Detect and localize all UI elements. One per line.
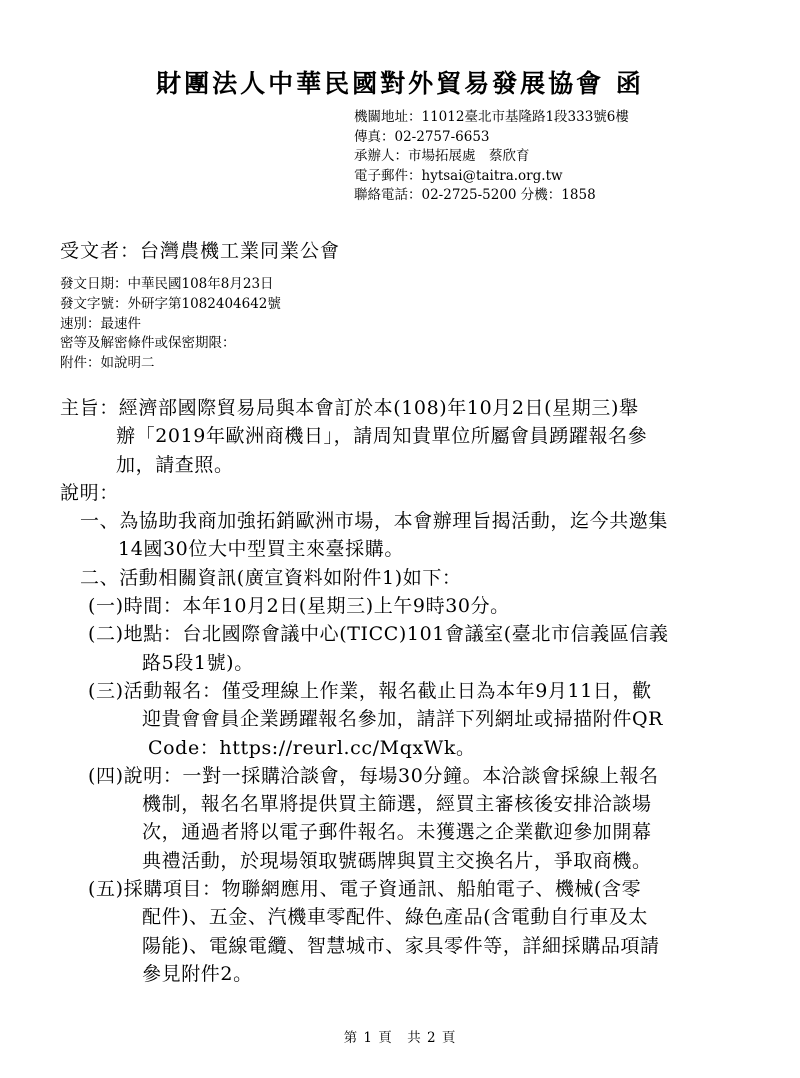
contact-address: 機關地址：11012臺北市基隆路1段333號6樓: [354, 109, 629, 125]
document-title: 財團法人中華民國對外貿易發展協會 函: [156, 69, 644, 98]
sub-item-line: (五)採購項目：物聯網應用、電子資通訊、船舶電子、機械(含零: [88, 878, 642, 901]
issue-date: 發文日期：中華民國108年8月23日: [60, 276, 274, 292]
subject-line: 加，請查照。: [116, 453, 234, 476]
sub-item-line: 配件)、五金、汽機車零配件、綠色產品(含電動自行車及太: [142, 906, 649, 929]
sub-item-line: 路5段1號)。: [142, 651, 254, 674]
contact-handler: 承辦人：市場拓展處 蔡欣育: [354, 148, 530, 164]
contact-info: [354, 108, 629, 206]
sub-item-line: (二)地點：台北國際會議中心(TICC)101會議室(臺北市信義區信義: [88, 623, 669, 646]
urgency: 速別：最速件: [60, 315, 141, 332]
contact-email: 電子郵件：hytsai@taitra.org.tw: [354, 167, 563, 184]
explanation-heading: 說明：: [60, 481, 119, 504]
sub-item-line: 陽能)、電線電纜、智慧城市、家具零件等，詳細採購品項請: [142, 934, 660, 957]
sub-item-line: 參見附件2。: [142, 962, 253, 985]
attachment: 附件：如說明二: [60, 355, 155, 372]
contact-phone: 聯絡電話：02-2725-5200 分機：1858: [354, 187, 596, 203]
sub-item-line: 次，通過者將以電子郵件報名。未獲選之企業歡迎參加開幕: [142, 821, 652, 844]
sub-item-line: (四)說明：一對一採購洽談會，每場30分鐘。本洽談會採線上報名: [88, 764, 659, 787]
document-body: [60, 394, 760, 988]
explanation-item-line: 二、活動相關資訊(廣宣資料如附件1)如下：: [80, 566, 462, 589]
confidentiality: 密等及解密條件或保密期限：: [60, 335, 236, 352]
explanation-item-line: 一、為協助我商加強拓銷歐洲市場，本會辦理旨揭活動，迄今共邀集: [80, 510, 669, 533]
sub-item-line: (一)時間：本年10月2日(星期三)上午9時30分。: [88, 595, 510, 618]
page-number: 第 1 頁 共 2 頁: [343, 1030, 457, 1046]
issue-number: 發文字號：外研字第1082404642號: [60, 295, 281, 312]
sub-item-line: 機制，報名名單將提供買主篩選，經買主審核後安排洽談場: [142, 793, 652, 816]
explanation-item-line: 14國30位大中型買主來臺採購。: [118, 538, 404, 561]
sub-item-line: Code：https://reurl.cc/MqxWk。: [148, 736, 476, 759]
sub-item-line: 典禮活動，於現場領取號碼牌與買主交換名片，爭取商機。: [142, 849, 652, 872]
sub-item-line: 迎貴會會員企業踴躍報名參加，請詳下列網址或掃描附件QR: [142, 708, 664, 731]
subject-line: 辦「2019年歐洲商機日」，請周知貴單位所屬會員踴躍報名參: [116, 425, 648, 448]
recipient: 受文者：台灣農機工業同業公會: [60, 240, 341, 262]
subject-line: 主旨：經濟部國際貿易局與本會訂於本(108)年10月2日(星期三)舉: [60, 397, 639, 419]
document-meta: [60, 275, 281, 374]
sub-item-line: (三)活動報名：僅受理線上作業，報名截止日為本年9月11日，歡: [88, 679, 652, 702]
contact-fax: 傳真：02-2757-6653: [354, 128, 490, 145]
